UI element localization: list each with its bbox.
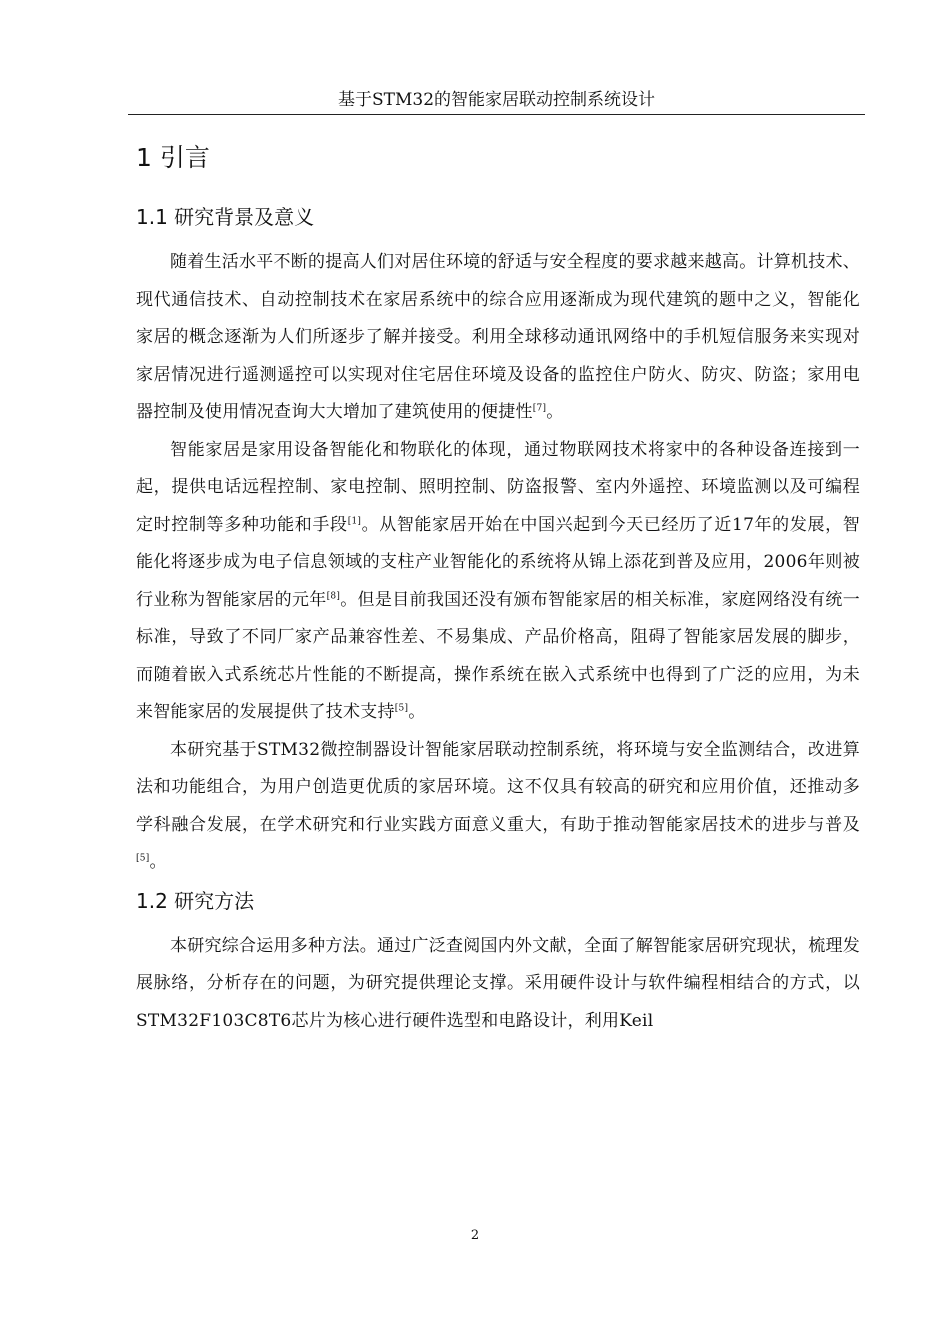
citation-ref: [5] bbox=[394, 703, 409, 714]
paragraph: 随着生活水平不断的提高人们对居住环境的舒适与安全程度的要求越来越高。计算机技术、现代通信技术、自动控制技术在家居系统中的综合应用逐渐成为现代建筑的题中之义，智能化家居的概念逐渐为人们所逐步了解并接受。利用全球移动通讯网络中的手机短信服务来实现对家居情况进行遥测遥控可以实现对住宅居住环境及设备的监控住户防火、防灾、防盗；家用电器控制及使用情况查询大大增加了建筑使用的便捷性[7]。 bbox=[136, 252, 860, 422]
citation-ref: [8] bbox=[326, 590, 341, 601]
section-title-1-2: 1.2 研究方法 bbox=[136, 888, 255, 913]
running-header: 基于STM32的智能家居联动控制系统设计 bbox=[128, 88, 865, 115]
paragraph: 智能家居是家用设备智能化和物联化的体现，通过物联网技术将家中的各种设备连接到一起，提供电话远程控制、家电控制、照明控制、防盗报警、室内外遥控、环境监测以及可编程定时控制等多种功能和手段[1]。从智能家居开始在中国兴起到今天已经历了近17年的发展，智能化将逐步成为电子信息领域的支柱产业智能化的系统将从锦上添花到普及应用，2006年则被行业称为智能家居的元年[8]。但是目前我国还没有颁布智能家居的相关标准，家庭网络没有统一标准，导致了不同厂家产品兼容性差、不易集成、产品价格高，阻碍了智能家居发展的脚步，而随着嵌入式系统芯片性能的不断提高，操作系统在嵌入式系统中也得到了广泛的应用，为未来智能家居的发展提供了技术支持[5]。 bbox=[136, 439, 861, 722]
chapter-title: 1 引言 bbox=[136, 143, 210, 172]
citation-ref: [7] bbox=[532, 403, 547, 414]
paragraph: 本研究基于STM32微控制器设计智能家居联动控制系统，将环境与安全监测结合，改进算法和功能组合，为用户创造更优质的家居环境。这不仅具有较高的研究和应用价值，还推动多学科融合发展，在学术研究和行业实践方面意义重大，有助于推动智能家居技术的进步与普及[5]。 bbox=[136, 739, 860, 872]
page-number: 2 bbox=[470, 1228, 480, 1243]
paragraph: 本研究综合运用多种方法。通过广泛查阅国内外文献，全面了解智能家居研究现状，梳理发展脉络，分析存在的问题，为研究提供理论支撑。采用硬件设计与软件编程相结合的方式，以STM32F103C8T6芯片为核心进行硬件选型和电路设计，利用Keil bbox=[136, 935, 860, 1031]
citation-ref: [5] bbox=[136, 853, 150, 864]
citation-ref: [1] bbox=[347, 515, 362, 526]
section-title-1-1: 1.1 研究背景及意义 bbox=[136, 205, 315, 229]
page-body bbox=[136, 140, 860, 1040]
